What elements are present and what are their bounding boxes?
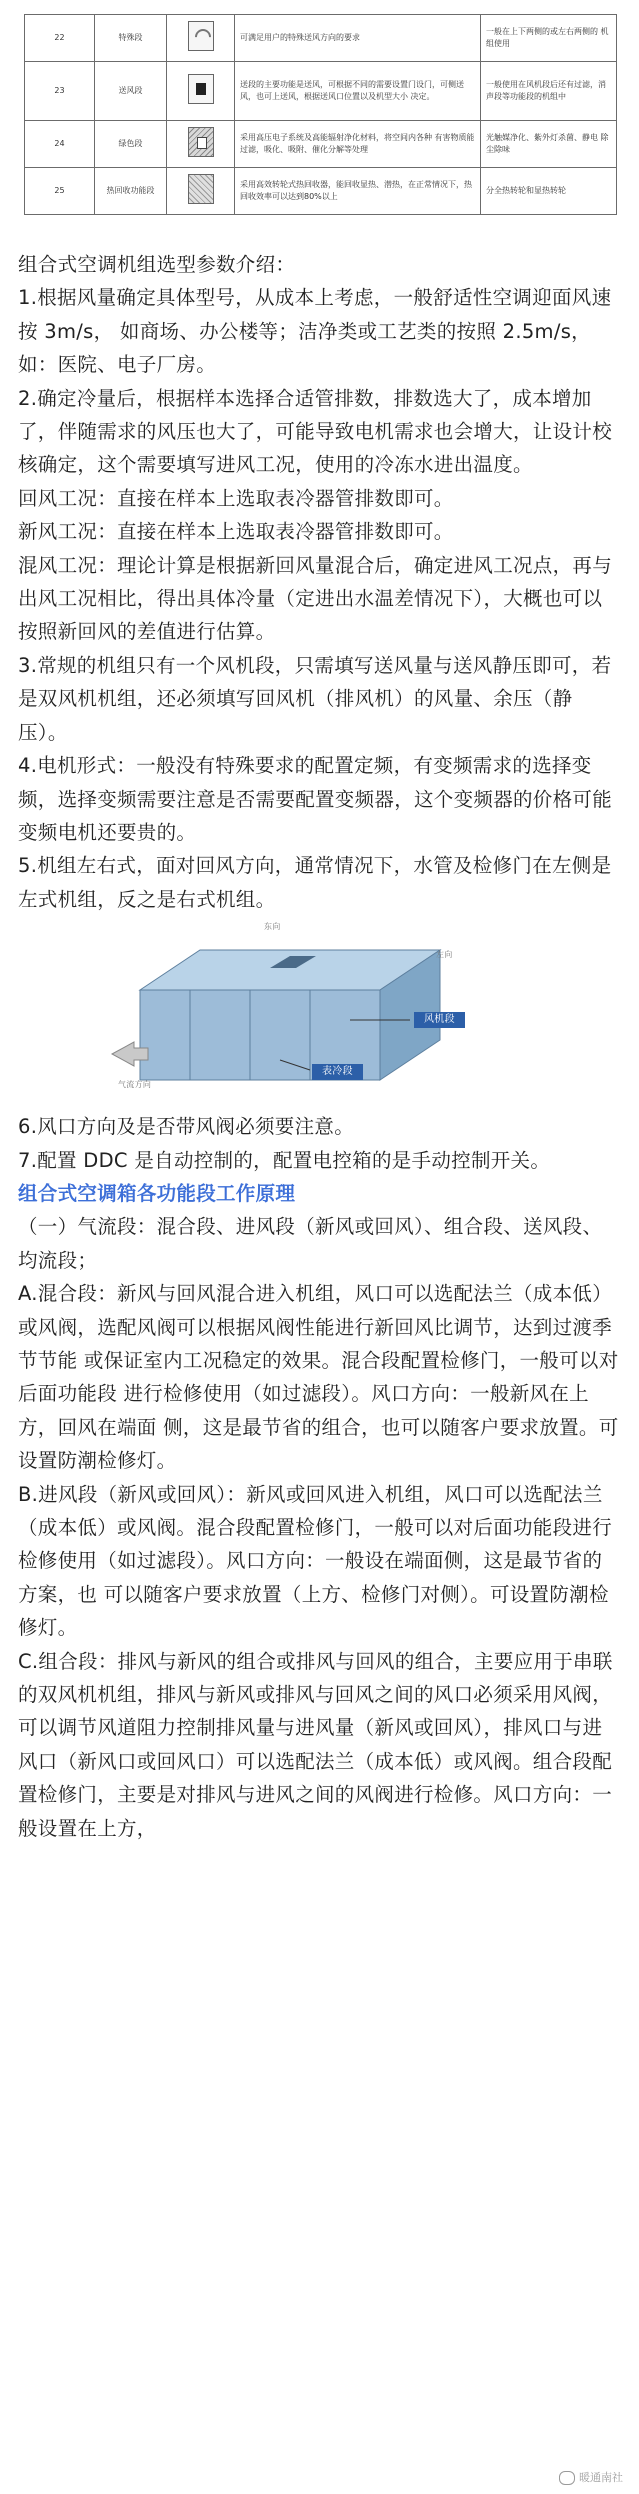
paragraph: 3.常规的机组只有一个风机段，只需填写送风量与送风静压即可，若是双风机机组，还必须填写回风机（排风机）的风量、余压（静压）。	[18, 653, 612, 744]
section-note: 光触媒净化、紫外灯杀菌、静电 除尘除味	[481, 121, 617, 168]
paragraph: 6.风口方向及是否带风阀必须要注意。	[18, 1115, 355, 1139]
paragraph: 新风工况：直接在样本上选取表冷器管排数即可。	[18, 520, 454, 544]
direction-label-top: 东向	[264, 922, 281, 932]
table-row	[25, 121, 617, 168]
paragraph: A.混合段：新风与回风混合进入机组，风口可以选配法兰（成本低）或风阀，选配风阀可以根据风阀性能进行新回风比调节，达到过渡季节节能 或保证室内工况稳定的效果。混合段配置检修门，一般可以对后面功能段 进行检修使用（如过滤段）。风口方向：一般新风在上方，回风在端面 侧，这是最节省的组合，也可以随客户要求放置。可设置防潮检修灯。	[18, 1282, 619, 1473]
section-name: 热回收功能段	[95, 168, 167, 215]
section-description: 送段的主要功能是送风，可根据不同的需要设置门设门，可侧送风，也可上送风，根据送风口位置以及机型大小 决定。	[235, 62, 481, 121]
article-body	[18, 248, 622, 1845]
fan-section-label: 风机段	[414, 1012, 465, 1028]
paragraph: B.进风段（新风或回风）：新风或回风进入机组，风口可以选配法兰（成本低）或风阀。混合段配置检修门，一般可以对后面功能段进行检修使用（如过滤段）。风口方向：一般设在端面侧，这是最节省的方案，也 可以随客户要求放置（上方、检修门对侧）。可设置防潮检修灯。	[18, 1482, 613, 1640]
wechat-icon	[559, 2471, 575, 2485]
section-note: 一般使用在风机段后还有过滤，消声段等功能段的机组中	[481, 62, 617, 121]
table-row	[25, 168, 617, 215]
paragraph: 5.机组左右式，面对回风方向，通常情况下，水管及检修门在左侧是左式机组，反之是右式机组。	[18, 854, 612, 911]
fan-icon	[188, 74, 214, 104]
heat-wheel-icon	[188, 174, 214, 204]
paragraph: 组合式空调机组选型参数介绍：	[18, 253, 296, 276]
paragraph: 2.确定冷量后，根据样本选择合适管排数，排数选大了，成本增加了，伴随需求的风压也大了，可能导致电机需求也会增大，让设计校核确定，这个需要填写进风工况，使用的冷冻水进出温度。	[18, 386, 613, 477]
section-name: 送风段	[95, 62, 167, 121]
section-note: 分全热转轮和显热转轮	[481, 168, 617, 215]
section-description: 可满足用户的特殊送风方向的要求	[235, 15, 481, 62]
table-row	[25, 15, 617, 62]
watermark-text: 暖通南社	[579, 2471, 623, 2484]
watermark	[559, 2470, 623, 2486]
section-description: 采用高效转轮式热回收器，能回收显热、潜热，在正常情况下，热回收效率可以达到80%以上	[235, 168, 481, 215]
function-section-table	[24, 14, 617, 215]
paragraph: C.组合段：排风与新风的组合或排风与回风的组合，主要应用于串联的双风机机组，排风与新风或排风与回风之间的风口必须采用风阀，可以调节风道阻力控制排风量与进风量（新风或回风），排风口与进风口（新风口或回风口）可以选配法兰（成本低）或风阀。组合段配置检修门，主要是对排风与进风之间的风阀进行检修。风口方向：一般设置在上方，	[18, 1649, 613, 1840]
paragraph: 4.电机形式：一般没有特殊要求的配置定频，有变频需求的选择变频，选择变频需要注意是否需要配置变频器，这个变频器的价格可能变频电机还要贵的。	[18, 754, 613, 844]
panel-icon	[188, 127, 214, 157]
row-number: 24	[25, 121, 95, 168]
paragraph: 混风工况：理论计算是根据新回风量混合后，确定进风工况点，再与出风工况相比，得出具体冷量（定进出水温差情况下），大概也可以按照新回风的差值进行估算。	[18, 553, 613, 644]
row-number: 25	[25, 168, 95, 215]
wave-icon	[188, 21, 214, 51]
ahu-diagram	[18, 920, 622, 1110]
section-name: 绿色段	[95, 121, 167, 168]
paragraph: 7.配置 DDC 是自动控制的，配置电控箱的是手动控制开关。	[18, 1148, 551, 1172]
row-number: 22	[25, 15, 95, 62]
direction-label-inlet: 气流方向	[118, 1080, 152, 1090]
paragraph: 1.根据风量确定具体型号，从成本上考虑，一般舒适性空调迎面风速按 3m/s， 如商场、办公楼等；洁净类或工艺类的按照 2.5m/s，如：医院、电子厂房。	[18, 286, 612, 377]
section-note: 一般在上下两侧的或左右两侧的 机组使用	[481, 15, 617, 62]
paragraph: （一）气流段：混合段、进风段（新风或回风）、组合段、送风段、均流段；	[18, 1215, 603, 1272]
section-description: 采用高压电子系统及高能辐射净化材料，将空间内各种 有害物质能过滤，吸化、吸附、催化分解等处理	[235, 121, 481, 168]
coil-section-label: 表冷段	[312, 1064, 363, 1080]
section-heading: 组合式空调箱各功能段工作原理	[18, 1181, 296, 1205]
paragraph: 回风工况：直接在样本上选取表冷器管排数即可。	[18, 486, 454, 510]
table-row	[25, 62, 617, 121]
row-number: 23	[25, 62, 95, 121]
direction-label-right: 左向	[436, 950, 453, 960]
section-name: 特殊段	[95, 15, 167, 62]
